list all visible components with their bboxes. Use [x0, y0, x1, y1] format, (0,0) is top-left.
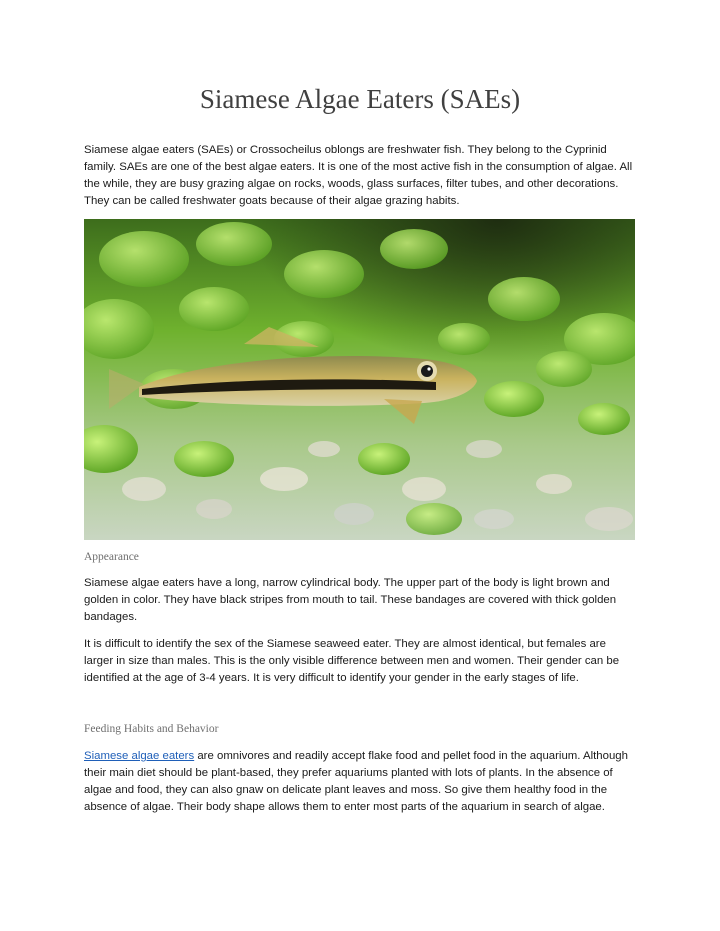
appearance-heading: Appearance — [84, 551, 139, 563]
page-title: Siamese Algae Eaters (SAEs) — [199, 84, 521, 114]
siamese-algae-eater-image — [84, 219, 635, 540]
feeding-paragraph-text: are omnivores and readily accept flake food and pellet food in the aquarium. Although their main diet should be plant-based, they prefer aquariums planted with lots of plants. In the absence of algae and food, they can also gnaw on delicate plant leaves and moss. So give them healthy food in the absence of algae. Their body shape allows them to enter most parts of the aquarium in search of algae. — [84, 750, 628, 813]
appearance-paragraph-2: It is difficult to identify the sex of the Siamese seaweed eater. They are almost identical, but females are larger in size than males. This is the only visible difference between men and women. Their gender can be identified at the age of 3-4 years. It is very difficult to identify your gender in the early stages of life. — [84, 638, 620, 684]
intro-paragraph: Siamese algae eaters (SAEs) or Crossocheilus oblongs are freshwater fish. They belong to the Cyprinid family. SAEs are one of the best algae eaters. It is one of the most active fish in the consumption of algae. All the while, they are busy grazing algae on rocks, woods, glass surfaces, filter tubes, and other decorations. They can be called freshwater goats because of their algae grazing habits. — [84, 144, 633, 207]
feeding-heading: Feeding Habits and Behavior — [84, 723, 219, 735]
fish-photo — [84, 219, 635, 540]
appearance-paragraph-1: Siamese algae eaters have a long, narrow cylindrical body. The upper part of the body is light brown and golden in color. They have black stripes from mouth to tail. These bandages are covered with thick golden bandages. — [84, 577, 617, 623]
siamese-algae-eaters-link[interactable]: Siamese algae eaters — [84, 750, 195, 762]
feeding-paragraph — [84, 748, 636, 816]
